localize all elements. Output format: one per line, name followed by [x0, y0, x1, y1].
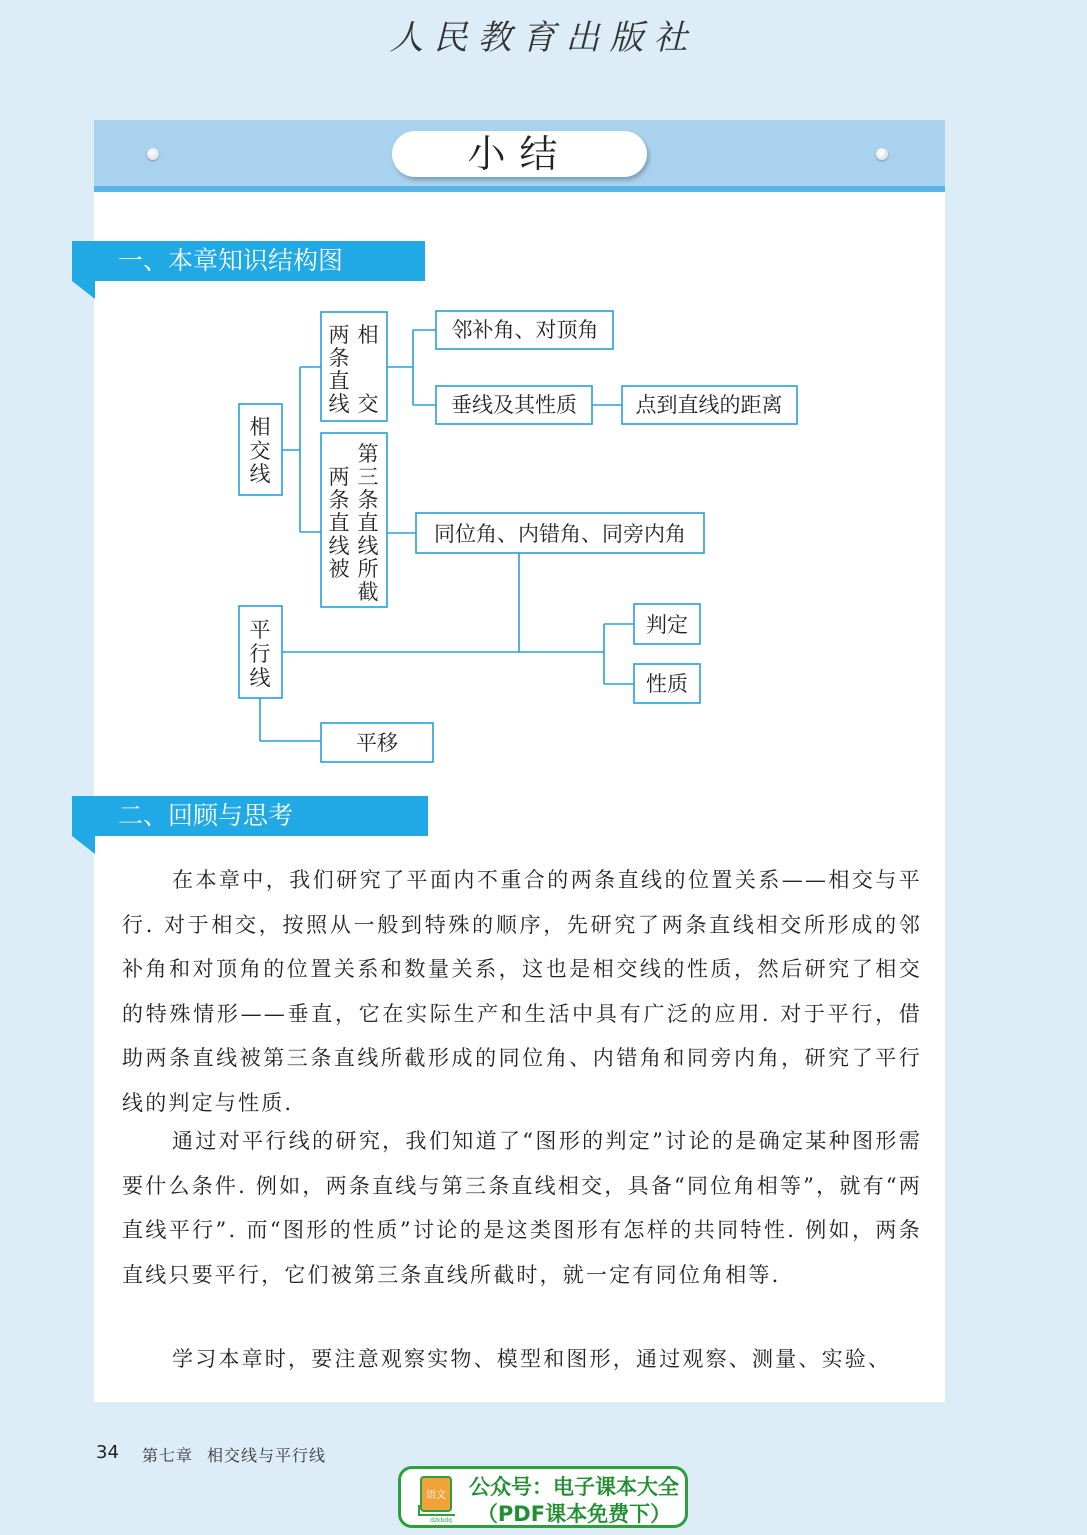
node-juli-label: 点到直线的距离: [635, 393, 783, 417]
node-cut-char: 截: [357, 580, 379, 604]
node-intersect-char: 直: [328, 369, 350, 393]
node-cut-char: 条: [328, 488, 350, 512]
node-cut-char: 直: [357, 511, 379, 535]
node-xiangjiaoxian-char: 交: [249, 439, 271, 463]
node-cut-char: 第: [357, 442, 379, 466]
logo-text: 语文: [426, 1490, 446, 1501]
page-number: 34: [96, 1442, 119, 1463]
node-cut-char: 被: [328, 557, 350, 581]
node-xiangjiaoxian-char: 相: [249, 415, 271, 439]
node-pingxingxian-char: 行: [249, 642, 271, 666]
node-angles-label: 同位角、内错角、同旁内角: [434, 522, 686, 546]
node-cut-char: 线: [357, 534, 379, 558]
section-heading-structure: 一、本章知识结构图: [72, 241, 425, 281]
node-intersect-char: 线: [328, 392, 350, 416]
node-cut-char: 条: [357, 488, 379, 512]
node-intersect-char: 相: [357, 323, 379, 347]
node-linbu-label: 邻补角、对顶角: [451, 318, 599, 342]
node-intersect-char: 交: [357, 392, 379, 416]
page-title: 小结: [392, 131, 647, 177]
chapter-number: 第七章: [142, 1446, 194, 1465]
review-paragraph-2: 通过对平行线的研究，我们知道了“图形的判定”讨论的是确定某种图形需要什么条件. 例如，两条直线与第三条直线相交，具备“同位角相等”，就有“两直线平行”. 而“图形的性质”讨论的是这类图形有怎样的共同特性. 例如，两条直线只要平行，它们被第三条直线所截时，就一定有同位角相等.: [122, 1129, 922, 1287]
section-fold-2: [72, 836, 95, 854]
node-chuixian-label: 垂线及其性质: [451, 393, 577, 417]
node-pingyi-label: 平移: [356, 731, 398, 755]
review-paragraph-1: 在本章中，我们研究了平面内不重合的两条直线的位置关系——相交与平行. 对于相交，按照从一般到特殊的顺序，先研究了两条直线相交所形成的邻补角和对顶角的位置关系和数量关系，这也是相交线的性质，然后研究了相交的特殊情形——垂直，它在实际生产和生活中具有广泛的应用. 对于平行，借助两条直线被第三条直线所截形成的同位角、内错角和同旁内角，研究了平行线的判定与性质.: [122, 868, 922, 1115]
node-xingzhi-label: 性质: [646, 672, 688, 696]
node-intersect-char: 两: [328, 323, 350, 347]
chapter-title: 相交线与平行线: [207, 1446, 327, 1465]
node-pingxingxian-char: 线: [249, 666, 271, 690]
node-pingxingxian-char: 平: [249, 618, 271, 642]
logo-caption: dzkbdq: [430, 1517, 452, 1523]
wechat-line-1: 公众号：电子课本大全: [469, 1475, 679, 1499]
node-cut-char: 三: [357, 465, 379, 489]
chapter-footer: [142, 1443, 326, 1466]
section-heading-review: 二、回顾与思考: [72, 796, 428, 836]
node-cut-char: 线: [328, 534, 350, 558]
node-cut-char: 两: [328, 465, 350, 489]
wechat-banner: [398, 1466, 688, 1528]
review-paragraph-3: 学习本章时，要注意观察实物、模型和图形，通过观察、测量、实验、: [172, 1347, 892, 1371]
book-logo-icon: [415, 1475, 459, 1523]
node-cut-char: 所: [357, 557, 379, 581]
node-panding-label: 判定: [646, 613, 688, 637]
node-cut-char: 直: [328, 511, 350, 535]
wechat-line-2: （PDF课本免费下）: [476, 1502, 672, 1526]
node-xiangjiaoxian-char: 线: [249, 462, 271, 486]
publisher-logo: 人民教育出版社: [389, 18, 698, 58]
node-intersect-char: 条: [328, 346, 350, 370]
